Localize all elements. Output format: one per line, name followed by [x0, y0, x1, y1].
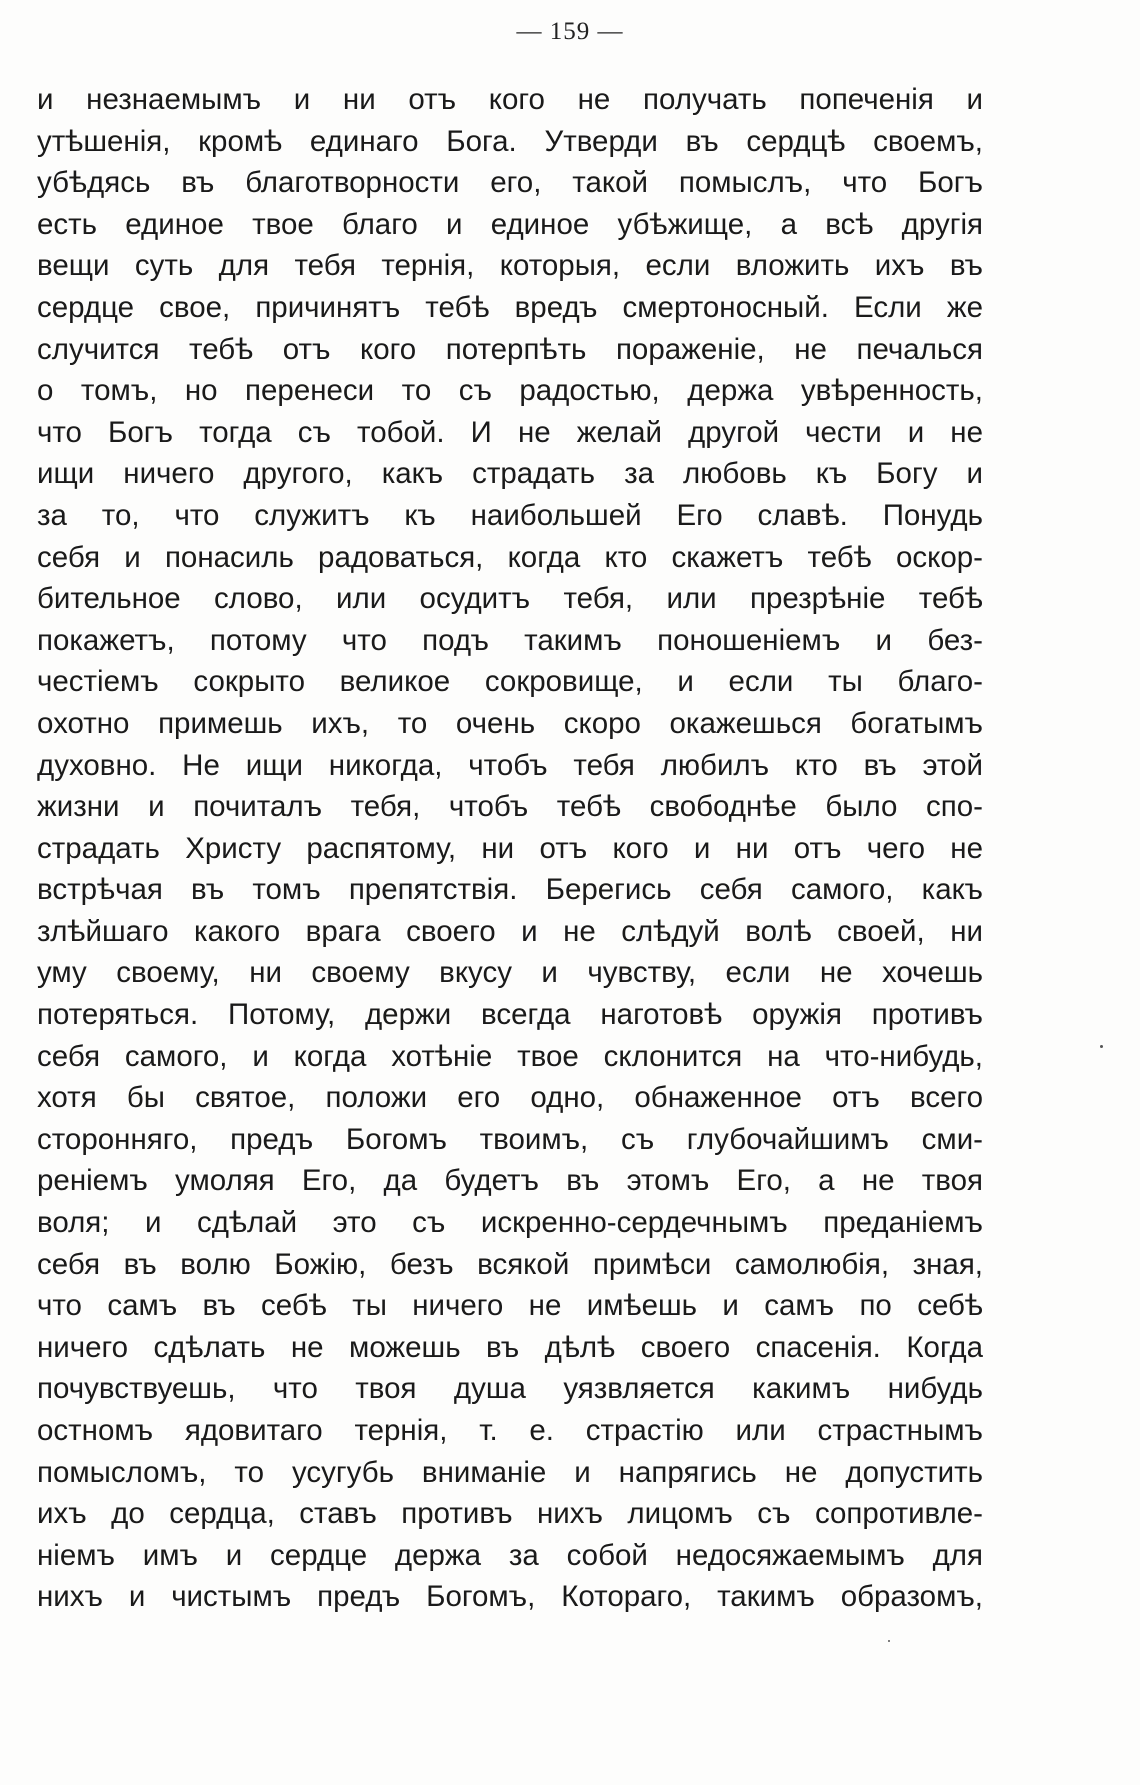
- text-line: почувствуешь, что твоя душа уязвляется какимъ нибудь: [37, 1372, 983, 1406]
- text-line: жизни и почиталъ тебя, чтобъ тебѣ свободнѣе было спо-: [37, 790, 983, 824]
- text-line: духовно. Не ищи никогда, чтобъ тебя любилъ кто въ этой: [37, 748, 983, 782]
- text-line: потеряться. Потому, держи всегда наготовѣ оружія противъ: [37, 998, 983, 1032]
- text-line: и незнаемымъ и ни отъ кого не получать попеченія и: [37, 83, 983, 116]
- text-line: остномъ ядовитаго тернія, т. е. страстію или страстнымъ: [37, 1414, 983, 1447]
- text-line: себя самого, и когда хотѣніе твое склонится на что-нибудь,: [37, 1039, 983, 1073]
- text-line: нихъ и чистымъ предъ Богомъ, Котораго, такимъ образомъ,: [37, 1580, 983, 1614]
- text-line: вещи суть для тебя тернія, которыя, если вложить ихъ въ: [37, 249, 983, 283]
- text-line: утѣшенія, кромѣ единаго Бога. Утверди въ сердцѣ своемъ,: [37, 124, 983, 158]
- text-line: убѣдясь въ благотворности его, такой помыслъ, что Богъ: [37, 166, 983, 200]
- text-line: встрѣчая въ томъ препятствія. Берегись себя самого, какъ: [37, 873, 983, 907]
- text-line: себя и понасиль радоваться, когда кто скажетъ тебѣ оскор-: [37, 540, 983, 574]
- text-line: покажетъ, потому что подъ такимъ поношеніемъ и без-: [37, 623, 983, 657]
- text-line: бительное слово, или осудитъ тебя, или презрѣніе тебѣ: [37, 582, 983, 616]
- text-line: уму своему, ни своему вкусу и чувству, если не хочешь: [37, 956, 983, 990]
- scan-speck: [1100, 1045, 1103, 1048]
- text-line: что самъ въ себѣ ты ничего не имѣешь и самъ по себѣ: [37, 1289, 983, 1323]
- text-line: честіемъ сокрыто великое сокровище, и если ты благо-: [37, 665, 983, 699]
- text-line: помысломъ, то усугубь вниманіе и напрягись не допустить: [37, 1455, 983, 1489]
- text-line: себя въ волю Божію, безъ всякой примѣси самолюбія, зная,: [37, 1247, 983, 1281]
- text-line: сторонняго, предъ Богомъ твоимъ, съ глубочайшимъ сми-: [37, 1122, 983, 1156]
- text-line: злѣйшаго какого врага своего и не слѣдуй волѣ своей, ни: [37, 914, 983, 948]
- text-line: хотя бы святое, положи его одно, обнаженное отъ всего: [37, 1081, 983, 1115]
- text-line: о томъ, но перенеси то съ радостью, держа увѣренность,: [37, 374, 983, 408]
- scan-speck: [888, 1640, 890, 1642]
- text-line: страдать Христу распятому, ни отъ кого и ни отъ чего не: [37, 831, 983, 865]
- text-line: за то, что служитъ къ наибольшей Его славѣ. Понудь: [37, 498, 983, 532]
- text-line: ничего сдѣлать не можешь въ дѣлѣ своего спасенія. Когда: [37, 1330, 983, 1364]
- text-line: сердце свое, причинятъ тебѣ вредъ смертоносный. Если же: [37, 290, 983, 324]
- text-line: охотно примешь ихъ, то очень скоро окажешься богатымъ: [37, 706, 983, 740]
- body-text: [37, 79, 983, 1618]
- text-line: ихъ до сердца, ставъ противъ нихъ лицомъ съ сопротивле-: [37, 1497, 983, 1531]
- text-line: что Богъ тогда съ тобой. И не желай другой чести и не: [37, 415, 983, 449]
- text-line: ищи ничего другого, какъ страдать за любовь къ Богу и: [37, 457, 983, 491]
- text-line: есть единое твое благо и единое убѣжище, а всѣ другія: [37, 207, 983, 241]
- text-line: реніемъ умоляя Его, да будетъ въ этомъ Его, а не твоя: [37, 1164, 983, 1198]
- text-line: ніемъ имъ и сердце держа за собой недосяжаемымъ для: [37, 1538, 983, 1572]
- page-number: — 159 —: [516, 18, 624, 45]
- text-line: воля; и сдѣлай это съ искренно-сердечнымъ преданіемъ: [37, 1206, 983, 1240]
- text-line: случится тебѣ отъ кого потерпѣть пораженіе, не печалься: [37, 332, 983, 366]
